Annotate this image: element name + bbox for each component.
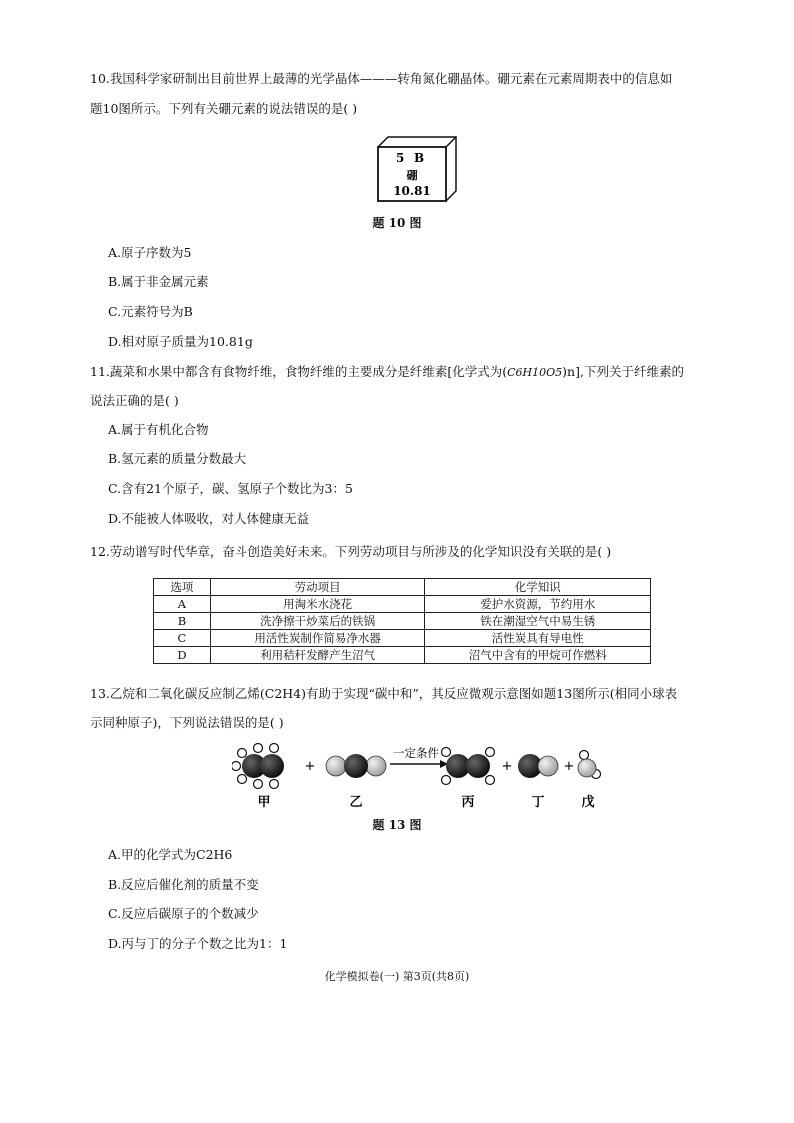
q11-option-a: A.属于有机化合物 bbox=[108, 422, 209, 437]
plus-sign: + bbox=[563, 759, 575, 774]
q13-stem-line1: 13.乙烷和二氧化碳反应制乙烯(C2H4)有助于实现“碳中和”，其反应微观示意图如题13图所示(相同小球表 bbox=[90, 686, 678, 701]
label-wu: 戊 bbox=[581, 795, 595, 810]
label-jia: 甲 bbox=[257, 795, 271, 810]
table-cell: 铁在潮湿空气中易生锈 bbox=[425, 613, 651, 630]
q10-option-a: A.原子序数为5 bbox=[108, 245, 192, 260]
table-row bbox=[154, 596, 651, 613]
table-header: 选项 bbox=[154, 579, 211, 596]
table-header-row bbox=[154, 579, 651, 596]
q10-option-c: C.元素符号为B bbox=[108, 304, 193, 319]
table-cell: B bbox=[154, 613, 211, 630]
plus-sign: + bbox=[304, 759, 316, 774]
element-name: 硼 bbox=[406, 169, 418, 182]
molecule-co2 bbox=[326, 754, 386, 778]
q13-option-a: A.甲的化学式为C2H6 bbox=[108, 847, 233, 862]
plus-sign: + bbox=[501, 759, 513, 774]
table-header: 劳动项目 bbox=[210, 579, 425, 596]
label-bing: 丙 bbox=[461, 795, 475, 810]
table-cell: 活性炭具有导电性 bbox=[425, 630, 651, 647]
q10-stem-line2: 题10图所示。下列有关硼元素的说法错误的是( ) bbox=[90, 101, 358, 116]
q11-option-d: D.不能被人体吸收，对人体健康无益 bbox=[108, 511, 310, 526]
q11-stem-line1 bbox=[90, 363, 684, 382]
table-cell: A bbox=[154, 596, 211, 613]
table-header: 化学知识 bbox=[425, 579, 651, 596]
q11-stem-part-b: )n],下列关于纤维素的 bbox=[562, 364, 684, 379]
table-cell: 爱护水资源，节约用水 bbox=[425, 596, 651, 613]
table-cell: 沼气中含有的甲烷可作燃料 bbox=[425, 647, 651, 664]
reaction-diagram-svg bbox=[232, 742, 612, 812]
element-symbol: B bbox=[414, 151, 425, 165]
q10-stem-line1: 10.我国科学家研制出目前世界上最薄的光学晶体———转角氮化硼晶体。硼元素在元素周期表中的信息如 bbox=[90, 71, 673, 86]
q13-option-c: C.反应后碳原子的个数减少 bbox=[108, 906, 259, 921]
molecule-ethane bbox=[232, 744, 284, 789]
table-cell: D bbox=[154, 647, 211, 664]
q12-table bbox=[153, 578, 651, 664]
q11-option-b: B.氢元素的质量分数最大 bbox=[108, 451, 247, 466]
q10-option-d: D.相对原子质量为10.81g bbox=[108, 334, 253, 349]
q13-figure-caption: 题 13 图 bbox=[372, 818, 422, 832]
q13-option-b: B.反应后催化剂的质量不变 bbox=[108, 877, 259, 892]
q13-option-d: D.丙与丁的分子个数之比为1：1 bbox=[108, 936, 288, 951]
molecule-ethylene bbox=[442, 748, 495, 785]
molecule-water bbox=[578, 751, 601, 779]
label-ding: 丁 bbox=[531, 795, 545, 810]
page-footer: 化学模拟卷(一) 第3页(共8页) bbox=[324, 970, 470, 983]
q11-formula: C6H10O5 bbox=[507, 366, 563, 379]
q10-option-b: B.属于非金属元素 bbox=[108, 274, 209, 289]
table-row bbox=[154, 613, 651, 630]
molecule-co bbox=[518, 754, 558, 778]
table-cell: 利用秸秆发酵产生沼气 bbox=[210, 647, 425, 664]
q11-stem-part-a: 11.蔬菜和水果中都含有食物纤维，食物纤维的主要成分是纤维素[化学式为( bbox=[90, 364, 508, 379]
reaction-condition: 一定条件 bbox=[393, 746, 439, 760]
q11-stem-line2: 说法正确的是( ) bbox=[90, 393, 179, 408]
q12-stem: 12.劳动谱写时代华章，奋斗创造美好未来。下列劳动项目与所涉及的化学知识没有关联的是( ) bbox=[90, 544, 612, 559]
table-row bbox=[154, 647, 651, 664]
table-cell: 用活性炭制作简易净水器 bbox=[210, 630, 425, 647]
table-cell: C bbox=[154, 630, 211, 647]
table-cell: 用淘米水浇花 bbox=[210, 596, 425, 613]
label-yi: 乙 bbox=[349, 795, 363, 810]
table-row bbox=[154, 630, 651, 647]
q10-figure-caption: 题 10 图 bbox=[372, 216, 422, 230]
q11-option-c: C.含有21个原子，碳、氢原子个数比为3：5 bbox=[108, 481, 353, 496]
element-number: 5 bbox=[396, 151, 405, 165]
element-tile-frame bbox=[374, 133, 460, 205]
q13-stem-line2: 示同种原子)，下列说法错误的是( ) bbox=[90, 715, 284, 730]
element-tile-boron bbox=[374, 133, 460, 205]
element-mass: 10.81 bbox=[393, 184, 431, 198]
reaction-diagram bbox=[232, 742, 612, 812]
table-cell: 洗净擦干炒菜后的铁锅 bbox=[210, 613, 425, 630]
